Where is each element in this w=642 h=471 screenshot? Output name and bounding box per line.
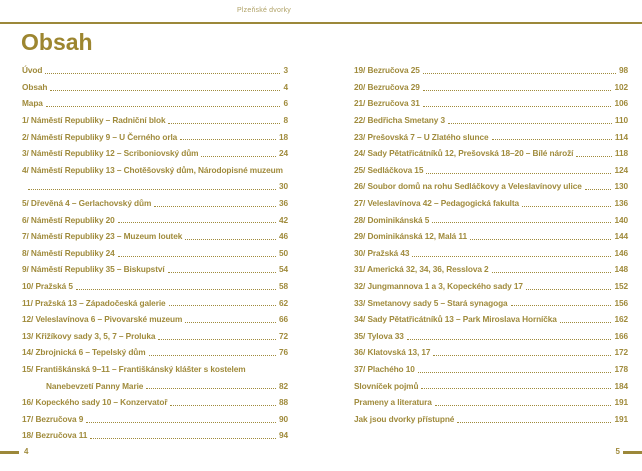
toc-entry-label: 5/ Dřevěná 4 – Gerlachovský dům xyxy=(22,198,152,209)
toc-entry-label: 19/ Bezručova 25 xyxy=(354,65,420,76)
dot-leader xyxy=(170,405,276,406)
toc-entry xyxy=(354,245,628,262)
toc-entry xyxy=(22,245,288,262)
toc-entry-page: 3 xyxy=(283,65,288,76)
toc-entry-page: 106 xyxy=(614,98,628,109)
toc-entry xyxy=(22,128,288,145)
dot-leader xyxy=(511,305,612,306)
toc-entry-label: 33/ Smetanovy sady 5 – Stará synagoga xyxy=(354,297,508,308)
toc-entry xyxy=(22,311,288,328)
toc-entry-page: 152 xyxy=(614,281,628,292)
toc-entry xyxy=(354,128,628,145)
page-number-left: 4 xyxy=(24,447,29,456)
toc-entry-page: 130 xyxy=(614,181,628,192)
toc-entry xyxy=(354,261,628,278)
toc-entry xyxy=(22,211,288,228)
toc-entry-label: 17/ Bezručova 9 xyxy=(22,413,84,424)
toc-entry xyxy=(354,62,628,79)
toc-entry-page: 124 xyxy=(614,164,628,175)
toc-entry-label: 37/ Plachého 10 xyxy=(354,363,415,374)
dot-leader xyxy=(423,90,612,91)
toc-entry-page: 140 xyxy=(614,214,628,225)
toc-entry-label: 24/ Sady Pětatřicátníků 12, Prešovská 18–20 – Bílé nároží xyxy=(354,148,574,159)
toc-entry xyxy=(354,79,628,96)
toc-entry-label: 30/ Pražská 43 xyxy=(354,247,410,258)
dot-leader xyxy=(448,123,612,124)
toc-entry-page: 144 xyxy=(614,231,628,242)
header-rule xyxy=(0,22,642,24)
toc-entry-page: 54 xyxy=(278,264,288,275)
toc-entry-label: Slovníček pojmů xyxy=(354,380,419,391)
toc-entry xyxy=(354,211,628,228)
toc-entry xyxy=(354,145,628,162)
dot-leader xyxy=(146,388,276,389)
dot-leader xyxy=(526,289,612,290)
toc-entry-page: 88 xyxy=(278,397,288,408)
dot-leader xyxy=(168,272,276,273)
toc-entry-label: Nanebevzetí Panny Marie xyxy=(46,380,144,391)
toc-entry xyxy=(354,162,628,179)
toc-entry xyxy=(354,361,628,378)
toc-entry-page: 18 xyxy=(278,131,288,142)
dot-leader xyxy=(576,156,612,157)
dot-leader xyxy=(45,73,280,74)
toc-entry xyxy=(22,410,288,427)
toc-entry-label: Jak jsou dvorky přístupné xyxy=(354,413,455,424)
toc-entry xyxy=(22,328,288,345)
dot-leader xyxy=(522,206,611,207)
toc-entry-label: 27/ Veleslavínova 42 – Pedagogická fakulta xyxy=(354,198,520,209)
dot-leader xyxy=(423,106,612,107)
toc-entry-label: 23/ Prešovská 7 – U Zlatého slunce xyxy=(354,131,489,142)
toc-entry xyxy=(354,328,628,345)
toc-entry-label: 2/ Náměstí Republiky 9 – U Černého orla xyxy=(22,131,178,142)
toc-entry xyxy=(354,377,628,394)
toc-entry-page: 184 xyxy=(614,380,628,391)
dot-leader xyxy=(90,438,276,439)
toc-entry xyxy=(22,79,288,96)
toc-entry-page: 76 xyxy=(278,347,288,358)
toc-entry-page: 114 xyxy=(614,131,628,142)
toc-entry xyxy=(22,294,288,311)
toc-entry-label: 13/ Křižíkovy sady 3, 5, 7 – Proluka xyxy=(22,330,156,341)
toc-entry xyxy=(354,344,628,361)
toc-entry xyxy=(22,361,288,378)
dot-leader xyxy=(154,206,276,207)
toc-entry xyxy=(354,394,628,411)
toc-entry-page: 191 xyxy=(614,397,628,408)
toc-entry-label: 16/ Kopeckého sady 10 – Konzervatoř xyxy=(22,397,168,408)
toc-entry-label: 22/ Bedřicha Smetany 3 xyxy=(354,115,445,126)
toc-column-left xyxy=(22,62,288,444)
toc-entry-label: Mapa xyxy=(22,98,43,109)
dot-leader xyxy=(158,339,276,340)
toc-entry-page: 110 xyxy=(614,115,628,126)
toc-entry-label: 9/ Náměstí Republiky 35 – Biskupství xyxy=(22,264,165,275)
toc-entry-label: 32/ Jungmannova 1 a 3, Kopeckého sady 17 xyxy=(354,281,523,292)
dot-leader xyxy=(76,289,276,290)
folio-dash-left xyxy=(0,451,19,454)
toc-entry xyxy=(22,278,288,295)
toc-entry-page: 8 xyxy=(283,115,288,126)
toc-entry-label: 18/ Bezručova 11 xyxy=(22,430,88,441)
toc-entry xyxy=(354,95,628,112)
toc-entry-page: 162 xyxy=(614,314,628,325)
dot-leader xyxy=(185,239,276,240)
toc-entry-page: 102 xyxy=(614,81,628,92)
toc-entry xyxy=(22,112,288,129)
toc-entry-label: 8/ Náměstí Republiky 24 xyxy=(22,247,115,258)
toc-entry-page: 72 xyxy=(278,330,288,341)
toc-entry-label: 3/ Náměstí Republiky 12 – Scriboniovský dům xyxy=(22,148,199,159)
dot-leader xyxy=(423,73,616,74)
toc-entry-label: 11/ Pražská 13 – Západočeská galerie xyxy=(22,297,166,308)
toc-entry xyxy=(354,178,628,195)
toc-entry-page: 118 xyxy=(614,148,628,159)
toc-entry xyxy=(22,344,288,361)
toc-entry-page: 172 xyxy=(614,347,628,358)
toc-entry xyxy=(354,294,628,311)
toc-entry-label: 36/ Klatovská 13, 17 xyxy=(354,347,431,358)
toc-entry-label: 35/ Tylova 33 xyxy=(354,330,404,341)
toc-entry-page: 50 xyxy=(278,247,288,258)
dot-leader xyxy=(28,189,276,190)
dot-leader xyxy=(118,256,276,257)
toc-entry-page: 24 xyxy=(278,148,288,159)
toc-entry-label: 28/ Dominikánská 5 xyxy=(354,214,430,225)
dot-leader xyxy=(418,372,612,373)
toc-entry-page: 98 xyxy=(618,65,628,76)
dot-leader xyxy=(433,355,611,356)
folio-dash-right xyxy=(623,451,642,454)
toc-entry xyxy=(22,427,288,444)
toc-entry-page: 94 xyxy=(278,430,288,441)
toc-entry xyxy=(354,311,628,328)
toc-entry xyxy=(354,228,628,245)
toc-entry-page: 90 xyxy=(278,413,288,424)
toc-entry-label: Obsah xyxy=(22,81,48,92)
toc-entry-page: 156 xyxy=(614,297,628,308)
toc-entry-page: 82 xyxy=(278,380,288,391)
toc-entry xyxy=(22,145,288,162)
toc-entry-label: 10/ Pražská 5 xyxy=(22,281,73,292)
toc-column-right xyxy=(354,62,628,427)
toc-entry-label: 12/ Veleslavínova 6 – Pivovarské muzeum xyxy=(22,314,183,325)
dot-leader xyxy=(421,388,611,389)
toc-entry-page: 146 xyxy=(614,247,628,258)
toc-entry-page: 36 xyxy=(278,198,288,209)
toc-entry xyxy=(22,95,288,112)
dot-leader xyxy=(435,405,612,406)
dot-leader xyxy=(407,339,612,340)
dot-leader xyxy=(432,222,611,223)
dot-leader xyxy=(560,322,612,323)
toc-entry-continuation xyxy=(22,377,288,394)
dot-leader xyxy=(492,272,612,273)
dot-leader xyxy=(86,422,276,423)
toc-entry-page: 66 xyxy=(278,314,288,325)
toc-entry-label: Prameny a literatura xyxy=(354,397,432,408)
toc-entry-page: 178 xyxy=(614,363,628,374)
dot-leader xyxy=(412,256,611,257)
toc-entry-label: 7/ Náměstí Republiky 23 – Muzeum loutek xyxy=(22,231,183,242)
toc-entry-label: 21/ Bezručova 31 xyxy=(354,98,420,109)
toc-entry xyxy=(22,228,288,245)
toc-entry-page: 30 xyxy=(278,181,288,192)
toc-entry xyxy=(354,410,628,427)
dot-leader xyxy=(585,189,612,190)
dot-leader xyxy=(118,222,276,223)
toc-entry-page: 42 xyxy=(278,214,288,225)
dot-leader xyxy=(149,355,276,356)
dot-leader xyxy=(169,305,276,306)
toc-entry-page: 191 xyxy=(614,413,628,424)
toc-entry-label: 26/ Soubor domů na rohu Sedláčkovy a Veleslavínovy ulice xyxy=(354,181,582,192)
toc-entry-label: 34/ Sady Pětatřicátníků 13 – Park Miroslava Horníčka xyxy=(354,314,557,325)
dot-leader xyxy=(492,139,612,140)
toc-entry xyxy=(22,195,288,212)
toc-entry xyxy=(354,278,628,295)
toc-entry-label: 25/ Sedláčkova 15 xyxy=(354,164,424,175)
toc-entry xyxy=(22,261,288,278)
dot-leader xyxy=(180,139,276,140)
toc-entry-label: 29/ Dominikánská 12, Malá 11 xyxy=(354,231,467,242)
dot-leader xyxy=(50,90,280,91)
toc-entry-page: 46 xyxy=(278,231,288,242)
toc-entry-continuation xyxy=(22,178,288,195)
toc-entry xyxy=(22,62,288,79)
page-title: Obsah xyxy=(21,29,93,55)
toc-entry-page: 136 xyxy=(614,198,628,209)
toc-entry-label: 20/ Bezručova 29 xyxy=(354,81,420,92)
toc-entry xyxy=(354,112,628,129)
toc-entry-page: 62 xyxy=(278,297,288,308)
running-title: Plzeňské dvorky xyxy=(237,7,291,14)
toc-entry-label: 15/ Františkánská 9–11 – Františkánský klášter s kostelem xyxy=(22,363,246,374)
toc-entry-page: 58 xyxy=(278,281,288,292)
dot-leader xyxy=(168,123,280,124)
toc-entry xyxy=(22,394,288,411)
dot-leader xyxy=(457,422,611,423)
toc-entry-label: 31/ Americká 32, 34, 36, Resslova 2 xyxy=(354,264,489,275)
toc-entry-page: 6 xyxy=(283,98,288,109)
toc-entry-label: 6/ Náměstí Republiky 20 xyxy=(22,214,115,225)
toc-entry-label: Úvod xyxy=(22,65,43,76)
toc-entry-page: 4 xyxy=(283,81,288,92)
toc-entry xyxy=(22,162,288,179)
dot-leader xyxy=(470,239,611,240)
dot-leader xyxy=(185,322,276,323)
toc-entry-label: 14/ Zbrojnická 6 – Tepelský dům xyxy=(22,347,146,358)
toc-entry-label: 4/ Náměstí Republiky 13 – Chotěšovský dům, Národopisné muzeum xyxy=(22,164,283,175)
toc-entry xyxy=(354,195,628,212)
page-number-right: 5 xyxy=(615,447,620,456)
dot-leader xyxy=(201,156,276,157)
dot-leader xyxy=(46,106,281,107)
toc-entry-page: 166 xyxy=(614,330,628,341)
dot-leader xyxy=(426,173,611,174)
toc-entry-page: 148 xyxy=(614,264,628,275)
toc-entry-label: 1/ Náměstí Republiky – Radniční blok xyxy=(22,115,166,126)
